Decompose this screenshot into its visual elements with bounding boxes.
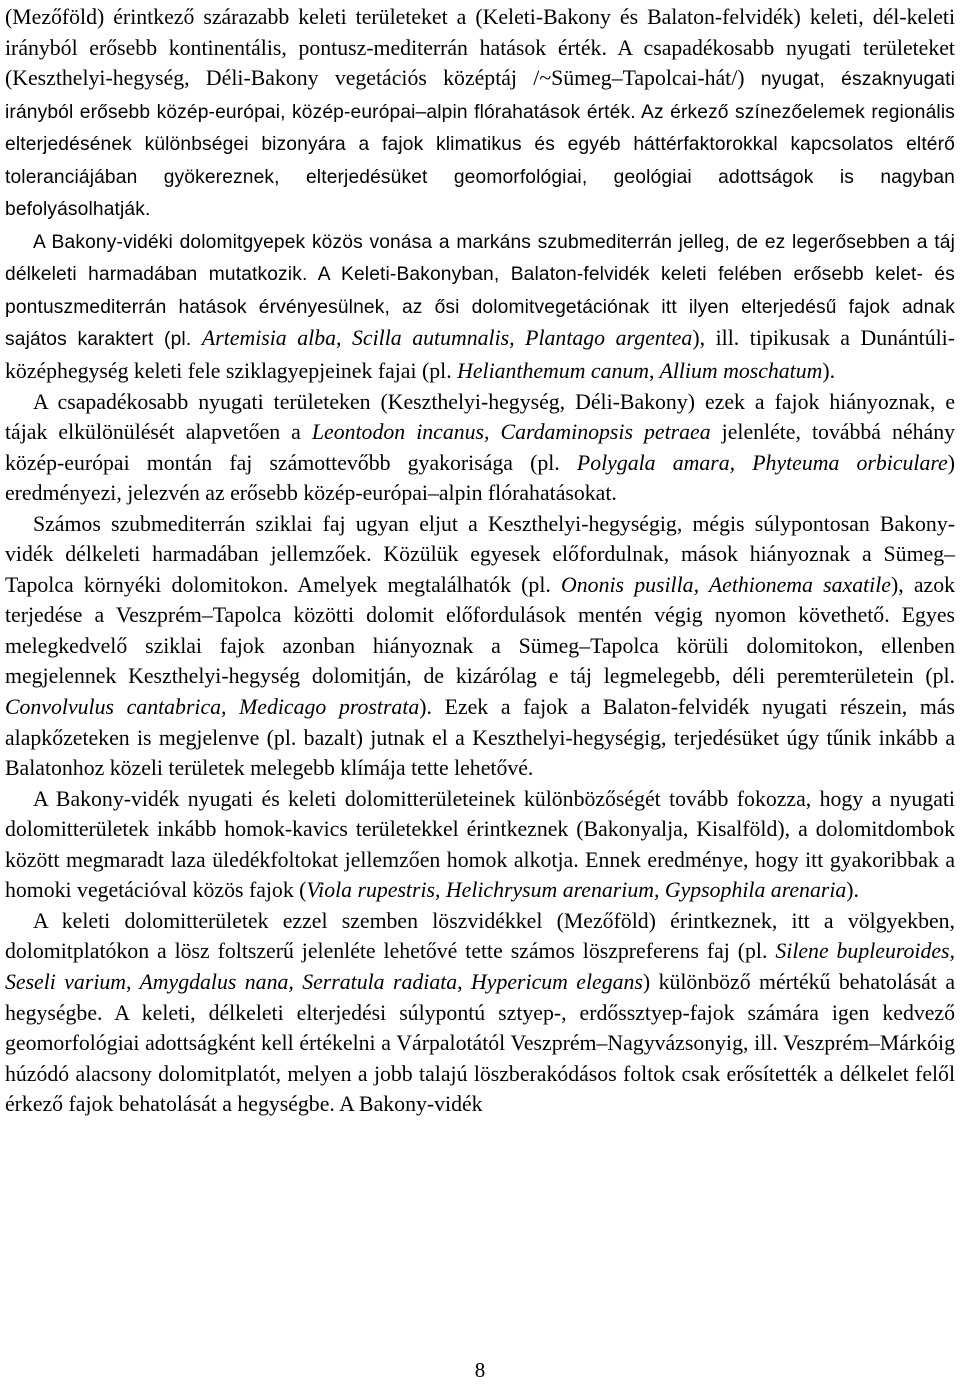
paragraph [5,2,955,226]
paragraph [5,784,955,906]
species-names: Helianthemum canum, Allium moschatum [457,359,823,384]
text-run: nyugat, északnyugati irányból erősebb közép-európai, közép-európai–alpin flórahatások érték. Az érkező színezőelemek regionális elterjedésének különbségei bizonyára a fajok klimatikus és egyéb háttérfaktorokkal kapcsolatos eltérő toleranciájában gyökereznek, elterjedésüket geomorfológiai, geológiai adottságok is nagyban befolyásolhatják. [5,69,955,221]
page-number: 8 [474,1358,486,1382]
paragraph [5,906,955,1120]
paragraph [5,509,955,784]
paragraph [5,226,955,387]
text-run: ) különböző mértékű behatolását a hegységbe. A keleti, délkeleti elterjedési súlypontú sztyep-, erdőssztyep-fajok számára igen kedvező geomorfológiai adottságként kell értékelni a Várpalotától Veszprém–Nagyvázsonyig, ill. Veszprém–Márkóig húzódó alacsony dolomitplatót, melyen a jobb talajú löszberakódásos foltok csak erősítették a délkelet felől érkező fajok behatolását a hegységbe. A Bakony-vidék [5,969,955,1117]
text-run: ). Ezek a fajok a Balaton-felvidék nyugati részein, más alapkőzeteken is megjelenve (pl. bazalt) jutnak el a Keszthelyi-hegységig, terjedésüket úgy tűnik inkább a Balatonhoz közeli területek melegebb klímája tette lehetővé. [5,695,955,781]
species-names: Convolvulus cantabrica, Medicago prostrata [5,695,420,720]
text-run: (Mezőföld) érintkező szárazabb keleti területeket a (Keleti-Bakony és Balaton-felvidék) keleti, dél-keleti irányból erősebb kontinentális, pontusz-mediterrán hatások érték. A csapadékosabb nyugati területeket (Keszthelyi-hegység, Déli-Bakony vegetációs középtáj /~Sümeg–Tapolcai-hát/) [5,5,955,91]
species-names: Viola rupestris, Helichrysum arenarium, Gypsophila arenaria [306,878,847,903]
text-run: ) eredményezi, jelezvén az erősebb közép-európai–alpin flórahatásokat. [5,450,955,506]
text-run: ). [846,878,860,903]
text-run: Számos szubmediterrán sziklai faj ugyan eljut a Keszthelyi-hegységig, mégis súlypontosan Bakony-vidék délkeleti harmadában jellemzőek. Közülük egyesek előfordulnak, mások hiányoznak a Sümeg–Tapolca környéki dolomitokon. Amelyek megtalálhatók (pl. [5,511,955,597]
species-names: Ononis pusilla, Aethionema saxatile [561,572,891,597]
text-run: A csapadékosabb nyugati területeken (Keszthelyi-hegység, Déli-Bakony) ezek a fajok hiányoznak, e tájak elkülönülését alapvetően a [5,389,955,445]
text-run: A keleti dolomitterületek ezzel szemben löszvidékkel (Mezőföld) érintkeznek, itt a völgyekben, dolomitplatókon a lösz foltszerű jelenléte lehetővé tette számos löszpreferens faj (pl. [5,908,955,964]
body-text [5,2,955,1120]
species-names: Polygala amara, Phyteuma orbiculare [576,450,948,475]
species-names: Silene bupleuroides, Seseli varium, Amygdalus nana, Serratula radiata, Hypericum elegans [5,939,955,994]
text-run: A Bakony-vidék nyugati és keleti dolomitterületeinek különbözőségét tovább fokozza, hogy a nyugati dolomitterületek inkább homok-kavics területekkel érintkeznek (Bakonyalja, Kisalföld), a dolomitdombok között megmaradt laza üledékfoltokat jellemzően homok alkotja. Ennek eredménye, hogy itt gyakoribbak a homoki vegetációval közös fajok ( [5,786,955,903]
text-run: jelenléte, továbbá néhány közép-európai montán faj számottevőbb gyakorisága (pl. [5,420,955,475]
species-names: Artemisia alba, Scilla autumnalis, Plantago argentea [201,326,693,351]
text-run: A Bakony-vidéki dolomitgyepek közös vonása a markáns szubmediterrán jelleg, de ez legerősebben a táj délkeleti harmadában mutatkozik. A Keleti-Bakonyban, Balaton-felvidék keleti felében erősebb kelet- és pontuszmediterrán hatások érvényesülnek, az ősi dolomitvegetációnak itt ilyen elterjedésű fajok adnak sajátos karaktert (pl. [5,231,955,351]
paragraph [5,387,955,509]
text-run: ). [822,359,836,384]
text-run: ), azok terjedése a Veszprém–Tapolca közötti dolomit előfordulások mentén végig nyomon követhető. Egyes melegkedvelő sziklai fajok azonban hiányoznak a Sümeg–Tapolca körüli dolomitokon, ellenben megjelennek Keszthelyi-hegység dolomitján, de kizárólag e táj legmelegebb, déli peremterületein (pl. [5,572,955,689]
species-names: Leontodon incanus, Cardaminopsis petraea [311,420,711,445]
text-run: ), ill. tipikusak a Dunántúli-középhegység keleti fele sziklagyepjeinek fajai (pl. [5,326,955,384]
